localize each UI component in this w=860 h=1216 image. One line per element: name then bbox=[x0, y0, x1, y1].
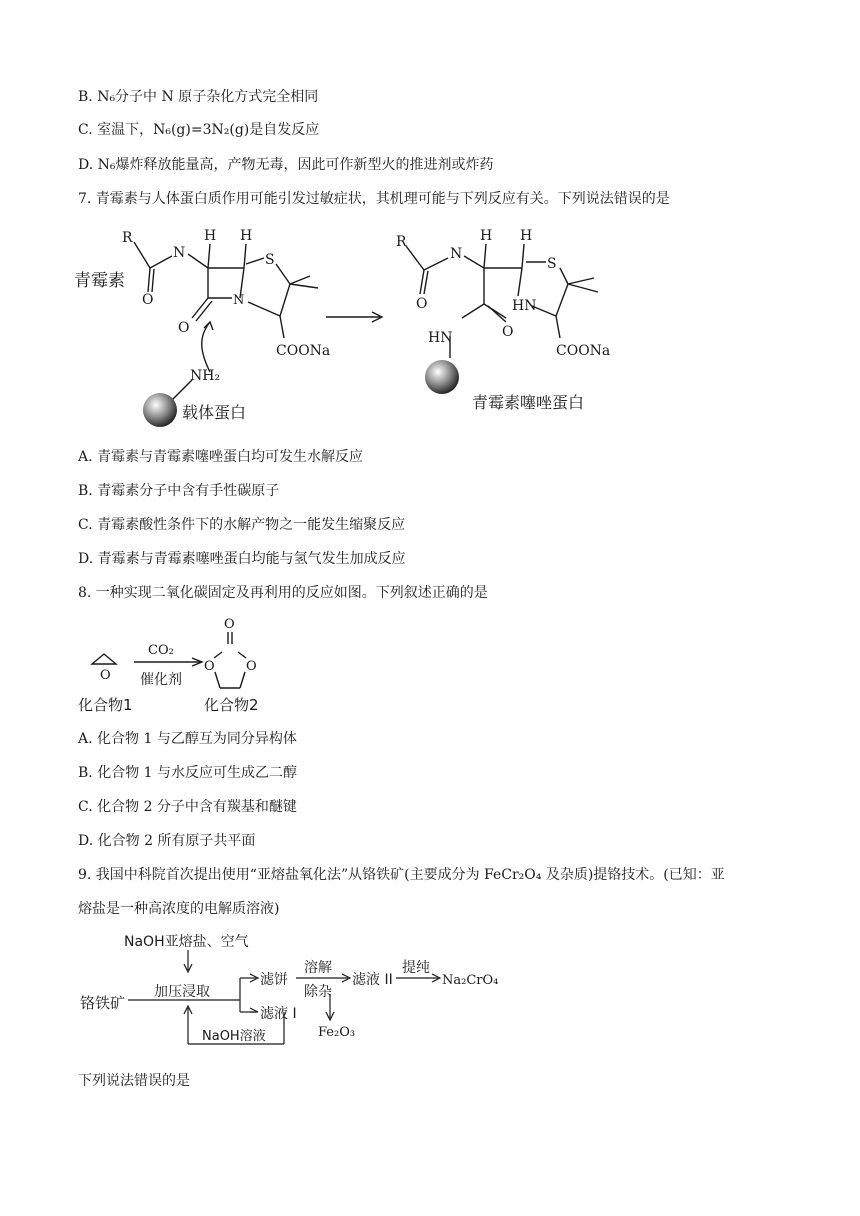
option-c-q7: C. 青霉素酸性条件下的水解产物之一能发生缩聚反应 bbox=[78, 517, 406, 533]
question-9-line1: 9. 我国中科院首次提出使用“亚熔盐氧化法”从铬铁矿(主要成分为 FeCr₂O₄ 及杂质)提铬技术。(已知：亚 bbox=[78, 867, 725, 883]
atom-n-left: N bbox=[173, 245, 186, 261]
figure-penicillin-reaction bbox=[70, 222, 630, 427]
label-compound1: 化合物1 bbox=[78, 696, 133, 714]
label-ore: 铬铁矿 bbox=[80, 994, 126, 1012]
atom-h-right-2: H bbox=[520, 228, 533, 244]
group-nh2: NH₂ bbox=[190, 368, 221, 384]
atom-o-left-1: O bbox=[142, 292, 154, 308]
option-b-q6: B. N₆分子中 N 原子杂化方式完全相同 bbox=[78, 89, 319, 105]
label-compound2: 化合物2 bbox=[204, 696, 259, 714]
question-7: 7. 青霉素与人体蛋白质作用可能引发过敏症状，其机理可能与下列反应有关。下列说法错误的是 bbox=[78, 191, 670, 207]
step-purify: 提纯 bbox=[402, 960, 430, 976]
option-a-q7: A. 青霉素与青霉素噻唑蛋白均可发生水解反应 bbox=[78, 449, 364, 465]
label-filtrate2: 滤液 II bbox=[352, 972, 393, 988]
atom-o-compound1: O bbox=[100, 668, 111, 683]
option-d-q7: D. 青霉素与青霉素噻唑蛋白均能与氢气发生加成反应 bbox=[78, 551, 406, 567]
step-remove-impurities: 除杂 bbox=[304, 984, 332, 1000]
atom-h-right-1: H bbox=[480, 228, 493, 244]
reagent-catalyst: 催化剂 bbox=[140, 672, 182, 688]
step-dissolve: 溶解 bbox=[304, 960, 332, 976]
atom-o-right-2: O bbox=[502, 324, 514, 340]
option-d-q6: D. N₆爆炸释放能量高，产物无毒，因此可作新型火的推进剂或炸药 bbox=[78, 157, 494, 173]
atom-o-right-1: O bbox=[416, 296, 428, 312]
option-c-q8: C. 化合物 2 分子中含有羰基和醚键 bbox=[78, 799, 297, 815]
atom-o-carbonyl: O bbox=[224, 617, 235, 632]
option-b-q7: B. 青霉素分子中含有手性碳原子 bbox=[78, 483, 280, 499]
option-b-q8: B. 化合物 1 与水反应可生成乙二醇 bbox=[78, 765, 297, 781]
label-reagents: NaOH亚熔盐、空气 bbox=[124, 934, 249, 950]
atom-h-left-1: H bbox=[204, 228, 217, 244]
label-carrier-protein: 载体蛋白 bbox=[182, 403, 247, 422]
atom-r-left: R bbox=[122, 230, 133, 246]
reagent-co2: CO₂ bbox=[148, 643, 174, 658]
atom-o-ring-right: O bbox=[246, 659, 257, 674]
atom-n-ring-left: N bbox=[233, 293, 245, 308]
label-filter-cake: 滤饼 bbox=[260, 972, 288, 988]
atom-s-right: S bbox=[547, 256, 557, 272]
atom-n-right: N bbox=[450, 246, 463, 262]
question-8: 8. 一种实现二氧化碳固定及再利用的反应如图。下列叙述正确的是 bbox=[78, 585, 488, 601]
label-naoh-solution: NaOH溶液 bbox=[202, 1029, 266, 1044]
question-9-line2: 熔盐是一种高浓度的电解质溶液) bbox=[78, 901, 280, 917]
group-coona-left: COONa bbox=[276, 343, 331, 359]
figure-co2-fixation bbox=[76, 612, 276, 718]
atom-s-left: S bbox=[265, 252, 275, 268]
label-filtrate1: 滤液 I bbox=[260, 1006, 297, 1022]
group-hn-ring: HN bbox=[512, 298, 537, 314]
label-fe2o3: Fe₂O₃ bbox=[318, 1025, 356, 1040]
atom-h-left-2: H bbox=[240, 228, 253, 244]
step-leach: 加压浸取 bbox=[154, 984, 210, 1000]
atom-o-ring-left: O bbox=[204, 659, 215, 674]
option-a-q8: A. 化合物 1 与乙醇互为同分异构体 bbox=[78, 731, 297, 747]
atom-r-right: R bbox=[396, 234, 407, 250]
label-penicillin: 青霉素 bbox=[74, 271, 125, 291]
option-d-q8: D. 化合物 2 所有原子共平面 bbox=[78, 833, 256, 849]
label-product-na2cro4: Na₂CrO₄ bbox=[442, 973, 499, 988]
label-product: 青霉素噻唑蛋白 bbox=[472, 393, 585, 412]
group-hn-amide: HN bbox=[428, 330, 453, 346]
figure-process-flow bbox=[76, 928, 516, 1050]
question-9-prompt: 下列说法错误的是 bbox=[78, 1073, 190, 1089]
group-coona-right: COONa bbox=[556, 343, 611, 359]
option-c-q6: C. 室温下，N₆(g)=3N₂(g)是自发反应 bbox=[78, 122, 320, 138]
atom-o-left-2: O bbox=[178, 320, 190, 336]
